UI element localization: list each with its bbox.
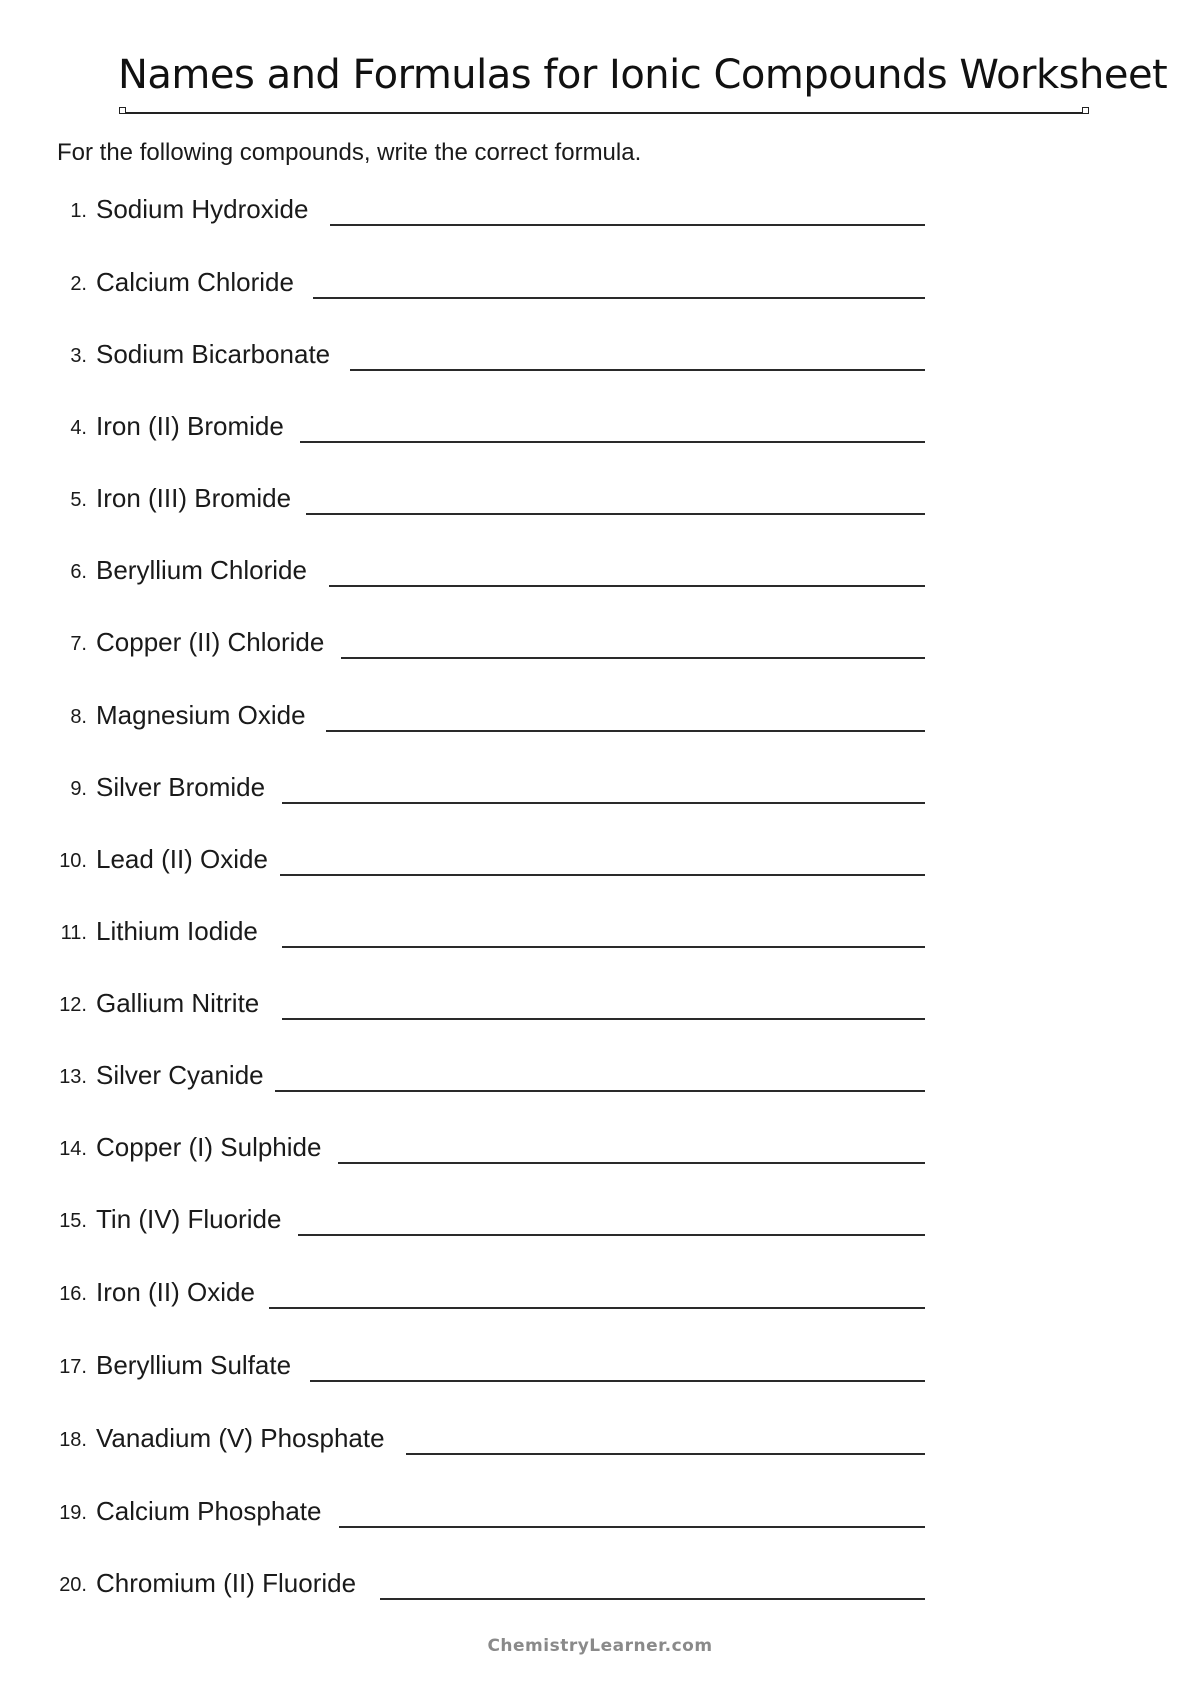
title-underline-left-cap <box>119 107 126 114</box>
compound-name: Sodium Bicarbonate <box>96 339 331 369</box>
question-number: 18. <box>59 1429 87 1451</box>
question-number: 20. <box>59 1574 87 1596</box>
compound-name: Beryllium Sulfate <box>96 1350 292 1380</box>
question-number: 11. <box>60 922 87 944</box>
compound-name: Iron (II) Bromide <box>96 411 284 441</box>
question-item <box>0 1200 1200 1240</box>
answer-line[interactable] <box>341 657 925 659</box>
question-item <box>0 768 1200 808</box>
question-item <box>0 335 1200 375</box>
question-number: 3. <box>70 345 87 367</box>
compound-name: Sodium Hydroxide <box>96 194 309 224</box>
compound-name: Lead (II) Oxide <box>96 844 268 874</box>
question-item <box>0 984 1200 1024</box>
compound-name: Iron (II) Oxide <box>96 1277 255 1307</box>
footer-credit: ChemistryLearner.com <box>487 1636 713 1656</box>
question-item <box>0 263 1200 303</box>
compound-name: Magnesium Oxide <box>96 700 306 730</box>
answer-line[interactable] <box>298 1234 925 1236</box>
question-number: 10. <box>59 850 87 872</box>
worksheet-title: Names and Formulas for Ionic Compounds Worksheet <box>118 52 1168 98</box>
question-item <box>0 623 1200 663</box>
compound-name: Calcium Chloride <box>96 267 294 297</box>
compound-name: Gallium Nitrite <box>96 988 260 1018</box>
answer-line[interactable] <box>300 441 925 443</box>
question-item <box>0 696 1200 736</box>
question-item <box>0 1056 1200 1096</box>
compound-name: Tin (IV) Fluoride <box>96 1204 282 1234</box>
question-item <box>0 1128 1200 1168</box>
answer-line[interactable] <box>380 1598 925 1600</box>
question-number: 14. <box>59 1138 87 1160</box>
answer-line[interactable] <box>282 802 925 804</box>
answer-line[interactable] <box>269 1307 925 1309</box>
compound-name: Copper (II) Chloride <box>96 627 325 657</box>
compound-name: Beryllium Chloride <box>96 555 307 585</box>
instructions: For the following compounds, write the correct formula. <box>57 139 642 166</box>
compound-name: Chromium (II) Fluoride <box>96 1568 357 1598</box>
question-item <box>0 912 1200 952</box>
question-number: 8. <box>70 706 87 728</box>
question-item <box>0 551 1200 591</box>
title-underline-right-cap <box>1082 107 1089 114</box>
question-number: 1. <box>70 200 87 222</box>
answer-line[interactable] <box>338 1162 925 1164</box>
question-item <box>0 1346 1200 1386</box>
answer-line[interactable] <box>280 874 925 876</box>
question-item <box>0 1492 1200 1532</box>
question-item <box>0 1564 1200 1604</box>
answer-line[interactable] <box>330 224 925 226</box>
question-number: 13. <box>59 1066 87 1088</box>
answer-line[interactable] <box>306 513 925 515</box>
question-number: 17. <box>59 1356 87 1378</box>
compound-name: Copper (I) Sulphide <box>96 1132 322 1162</box>
answer-line[interactable] <box>275 1090 925 1092</box>
compound-name: Silver Cyanide <box>96 1060 264 1090</box>
answer-line[interactable] <box>282 946 925 948</box>
compound-name: Iron (III) Bromide <box>96 483 292 513</box>
question-number: 9. <box>70 778 87 800</box>
question-number: 4. <box>70 417 87 439</box>
compound-name: Calcium Phosphate <box>96 1496 322 1526</box>
answer-line[interactable] <box>406 1453 925 1455</box>
answer-line[interactable] <box>350 369 925 371</box>
question-number: 2. <box>70 273 87 295</box>
question-item <box>0 1419 1200 1459</box>
question-item <box>0 479 1200 519</box>
question-number: 7. <box>70 633 87 655</box>
answer-line[interactable] <box>339 1526 925 1528</box>
question-number: 5. <box>70 489 87 511</box>
question-item <box>0 190 1200 230</box>
question-number: 16. <box>59 1283 87 1305</box>
question-number: 19. <box>59 1502 87 1524</box>
question-item <box>0 407 1200 447</box>
compound-name: Lithium Iodide <box>96 916 258 946</box>
question-item <box>0 1273 1200 1313</box>
answer-line[interactable] <box>282 1018 925 1020</box>
title-underline <box>122 112 1088 114</box>
question-item <box>0 840 1200 880</box>
question-number: 15. <box>59 1210 87 1232</box>
question-number: 6. <box>70 561 87 583</box>
answer-line[interactable] <box>326 730 925 732</box>
answer-line[interactable] <box>313 297 925 299</box>
compound-name: Vanadium (V) Phosphate <box>96 1423 385 1453</box>
question-number: 12. <box>59 994 87 1016</box>
answer-line[interactable] <box>310 1380 925 1382</box>
answer-line[interactable] <box>329 585 925 587</box>
compound-name: Silver Bromide <box>96 772 266 802</box>
